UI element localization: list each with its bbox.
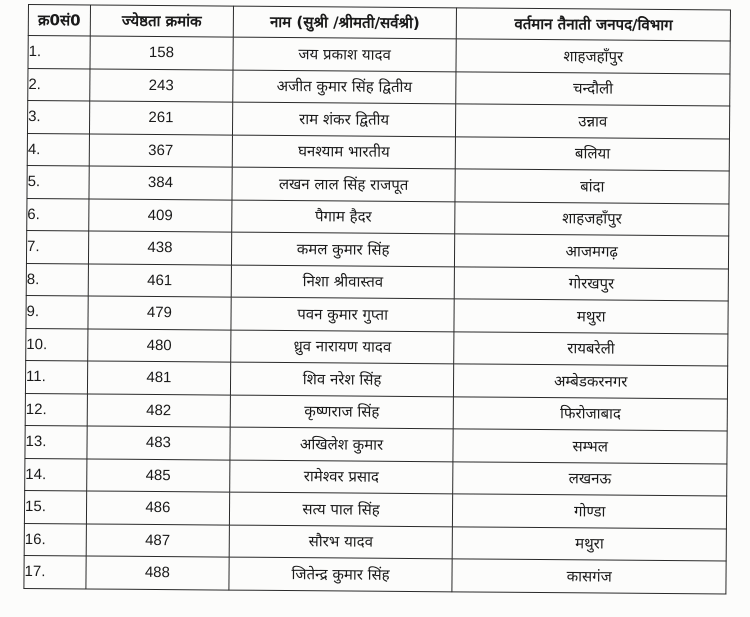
- seniority-number-cell: 485: [87, 458, 230, 492]
- name-cell: अखिलेश कुमार: [230, 427, 454, 461]
- seniority-number-cell: 486: [86, 491, 229, 525]
- posting-district-cell: चन्दौली: [456, 71, 730, 106]
- seniority-number-cell: 158: [90, 36, 233, 70]
- header-current-posting: वर्तमान तैनाती जनपद/विभाग: [457, 8, 731, 41]
- table-row: [24, 555, 726, 593]
- serial-number-cell: 1.: [28, 36, 90, 69]
- officer-posting-table: [23, 4, 731, 594]
- seniority-number-cell: 261: [89, 101, 232, 135]
- table-row: [25, 393, 727, 431]
- name-cell: रामेश्वर प्रसाद: [229, 460, 453, 494]
- serial-number-cell: 3.: [27, 101, 89, 134]
- serial-number-cell: 10.: [26, 328, 88, 361]
- seniority-number-cell: 461: [88, 263, 231, 297]
- seniority-number-cell: 438: [88, 231, 231, 265]
- serial-number-cell: 12.: [25, 393, 87, 426]
- name-cell: ध्रुव नारायण यादव: [230, 330, 454, 364]
- name-cell: घनश्याम भारतीय: [232, 135, 456, 169]
- name-cell: निशा श्रीवास्तव: [231, 265, 455, 299]
- table-row: [26, 230, 728, 268]
- name-cell: शिव नरेश सिंह: [230, 362, 454, 396]
- serial-number-cell: 5.: [27, 165, 89, 198]
- seniority-number-cell: 384: [89, 166, 232, 200]
- serial-number-cell: 8.: [26, 263, 88, 296]
- table-row: [26, 263, 728, 301]
- table-row: [27, 101, 729, 139]
- name-cell: पैगाम हैदर: [231, 200, 455, 234]
- posting-district-cell: फिरोजाबाद: [454, 396, 728, 431]
- serial-number-cell: 17.: [24, 555, 86, 588]
- seniority-number-cell: 482: [87, 393, 230, 427]
- table-row: [25, 458, 727, 496]
- name-cell: राम शंकर द्वितीय: [232, 102, 456, 136]
- table-row: [26, 328, 728, 366]
- serial-number-cell: 14.: [25, 458, 87, 491]
- seniority-number-cell: 409: [89, 198, 232, 232]
- header-seniority-number: ज्येष्ठता क्रमांक: [90, 5, 233, 37]
- table-row: [27, 198, 729, 236]
- posting-district-cell: लखनऊ: [453, 461, 727, 496]
- posting-district-cell: कासगंज: [452, 559, 726, 594]
- table-row: [27, 133, 729, 171]
- posting-district-cell: आजमगढ़: [455, 234, 729, 269]
- serial-number-cell: 9.: [26, 295, 88, 328]
- seniority-number-cell: 487: [86, 523, 229, 557]
- table-row: [24, 523, 726, 561]
- name-cell: अजीत कुमार सिंह द्वितीय: [232, 70, 456, 104]
- name-cell: सौरभ यादव: [229, 525, 453, 559]
- name-cell: लखन लाल सिंह राजपूत: [232, 167, 456, 201]
- serial-number-cell: 11.: [25, 360, 87, 393]
- seniority-number-cell: 481: [87, 361, 230, 395]
- posting-district-cell: गोरखपुर: [455, 266, 729, 301]
- table-row: [25, 360, 727, 398]
- serial-number-cell: 16.: [24, 523, 86, 556]
- name-cell: जितेन्द्र कुमार सिंह: [229, 557, 453, 591]
- posting-district-cell: रायबरेली: [454, 331, 728, 366]
- table-row: [24, 490, 726, 528]
- table-body: [24, 36, 730, 594]
- seniority-number-cell: 243: [90, 68, 233, 102]
- name-cell: कृष्णराज सिंह: [230, 395, 454, 429]
- serial-number-cell: 4.: [27, 133, 89, 166]
- table-row: [28, 36, 730, 74]
- seniority-number-cell: 479: [88, 296, 231, 330]
- table-row: [27, 165, 729, 203]
- posting-district-cell: मथुरा: [453, 526, 727, 561]
- posting-district-cell: गोण्डा: [453, 494, 727, 529]
- serial-number-cell: 6.: [27, 198, 89, 231]
- seniority-number-cell: 483: [87, 426, 230, 460]
- header-serial-number: क्र0सं0: [28, 5, 90, 36]
- header-name: नाम (सुश्री /श्रीमती/सर्वश्री): [233, 6, 457, 39]
- posting-district-cell: मथुरा: [454, 299, 728, 334]
- posting-district-cell: शाहजहाँपुर: [456, 39, 730, 74]
- serial-number-cell: 13.: [25, 425, 87, 458]
- seniority-number-cell: 480: [88, 328, 231, 362]
- name-cell: पवन कुमार गुप्ता: [231, 297, 455, 331]
- posting-district-cell: सम्भल: [453, 429, 727, 464]
- posting-district-cell: अम्बेडकरनगर: [454, 364, 728, 399]
- posting-district-cell: बांदा: [455, 169, 729, 204]
- serial-number-cell: 15.: [24, 490, 86, 523]
- posting-district-cell: शाहजहाँपुर: [455, 201, 729, 236]
- seniority-number-cell: 367: [89, 133, 232, 167]
- posting-district-cell: उन्नाव: [456, 104, 730, 139]
- table-row: [28, 68, 730, 106]
- name-cell: कमल कुमार सिंह: [231, 232, 455, 266]
- table-row: [25, 425, 727, 463]
- serial-number-cell: 7.: [26, 230, 88, 263]
- seniority-number-cell: 488: [86, 556, 229, 590]
- serial-number-cell: 2.: [28, 68, 90, 101]
- posting-district-cell: बलिया: [456, 136, 730, 171]
- name-cell: जय प्रकाश यादव: [233, 37, 457, 71]
- name-cell: सत्य पाल सिंह: [229, 492, 453, 526]
- table-row: [26, 295, 728, 333]
